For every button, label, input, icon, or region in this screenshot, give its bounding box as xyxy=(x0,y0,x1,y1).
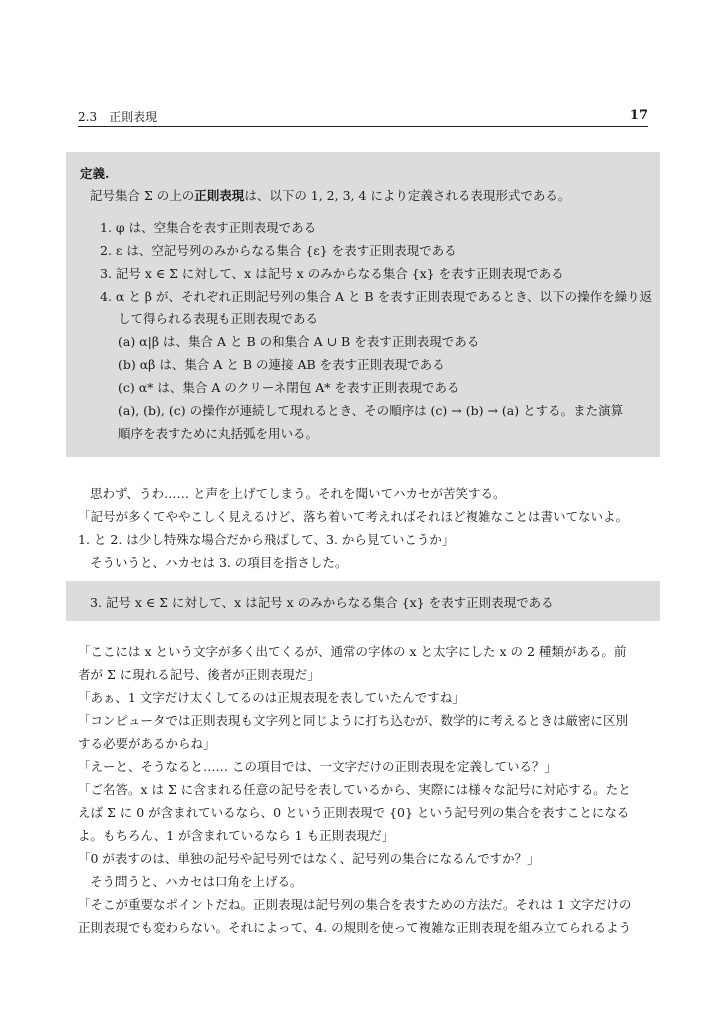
body-line: 「ここには x という文字が多く出てくるが、通常の字体の x と太字にした x の 2 種類がある。前 xyxy=(78,644,627,659)
quoted-rule-box xyxy=(66,581,660,621)
body-line: 「ご名答。x は Σ に含まれる任意の記号を表しているから、実際には様々な記号に対応する。たと xyxy=(78,782,631,797)
body-line: 「そこが重要なポイントだね。正則表現は記号列の集合を表すための方法だ。それは 1 文字だけの xyxy=(78,897,632,912)
body-line: えば Σ に 0 が含まれているなら、0 という正則表現で {0} という記号列の集合を表すことになる xyxy=(78,805,630,820)
definition-item: 1. φ は、空集合を表す正則表現である xyxy=(100,220,317,235)
definition-subitem: (a) α|β は、集合 A と B の和集合 A ∪ B を表す正則表現である xyxy=(118,334,480,349)
page-number: 17 xyxy=(629,108,648,123)
definition-item: 2. ε は、空記号列のみからなる集合 {ε} を表す正則表現である xyxy=(100,243,457,258)
body-line: 者が Σ に現れる記号、後者が正則表現だ」 xyxy=(78,667,320,682)
definition-intro xyxy=(90,186,570,204)
body-line: 「0 が表すのは、単独の記号や記号列ではなく、記号列の集合になるんですか？」 xyxy=(78,851,540,866)
body-line: よ。もちろん、1 が含まれているなら 1 も正則表現だ」 xyxy=(78,828,395,843)
body-line: 思わず、うわ…… と声を上げてしまう。それを聞いてハカセが苦笑する。 xyxy=(90,486,506,501)
intro-text-post: は、以下の 1, 2, 3, 4 により定義される表現形式である。 xyxy=(244,188,571,203)
definition-item-continuation: して得られる表現も正則表現である xyxy=(118,311,319,326)
body-line: する必要があるからね」 xyxy=(78,736,216,751)
body-line: 「コンピュータでは正則表現も文字列と同じように打ち込むが、数学的に考えるときは厳密に区別 xyxy=(78,713,629,728)
body-line: 「えーと、そうなると…… この項目では、一文字だけの正則表現を定義している？」 xyxy=(78,759,557,774)
intro-text-bold: 正則表現 xyxy=(194,188,245,203)
definition-subitem: (c) α* は、集合 A のクリーネ閉包 A* を表す正則表現である xyxy=(118,380,460,395)
body-line: 「あぁ、1 文字だけ太くしてるのは正規表現を表していたんですね」 xyxy=(78,690,465,705)
quoted-rule-text: 3. 記号 x ∈ Σ に対して、x は記号 x のみからなる集合 {x} を表す正則表現である xyxy=(90,595,554,610)
running-header xyxy=(78,108,648,127)
definition-subitem: (b) αβ は、集合 A と B の連接 AB を表す正則表現である xyxy=(118,357,445,372)
body-line: そういうと、ハカセは 3. の項目を指さした。 xyxy=(90,555,348,570)
definition-note: 順序を表すために丸括弧を用いる。 xyxy=(118,426,319,441)
body-line: 「記号が多くてややこしく見えるけど、落ち着いて考えればそれほど複雑なことは書いてないよ。 xyxy=(78,509,629,524)
definition-title: 定義. xyxy=(80,166,110,181)
body-line: 1. と 2. は少し特殊な場合だから飛ばして、3. から見ていこうか」 xyxy=(78,532,455,547)
definition-note: (a), (b), (c) の操作が連続して現れるとき、その順序は (c) → (b) → (a) とする。また演算 xyxy=(118,403,624,418)
definition-item: 4. α と β が、それぞれ正則記号列の集合 A と B を表す正則表現であるとき、以下の操作を繰り返 xyxy=(100,289,653,304)
body-line: そう問うと、ハカセは口角を上げる。 xyxy=(90,874,303,889)
body-line: 正則表現でも変わらない。それによって、4. の規則を使って複雑な正則表現を組み立てられるよう xyxy=(78,920,632,935)
intro-text-pre: 記号集合 Σ の上の xyxy=(90,188,195,203)
definition-box xyxy=(66,152,660,457)
section-title: 2.3 正則表現 xyxy=(78,110,158,124)
definition-item: 3. 記号 x ∈ Σ に対して、x は記号 x のみからなる集合 {x} を表す正則表現である xyxy=(100,266,564,281)
